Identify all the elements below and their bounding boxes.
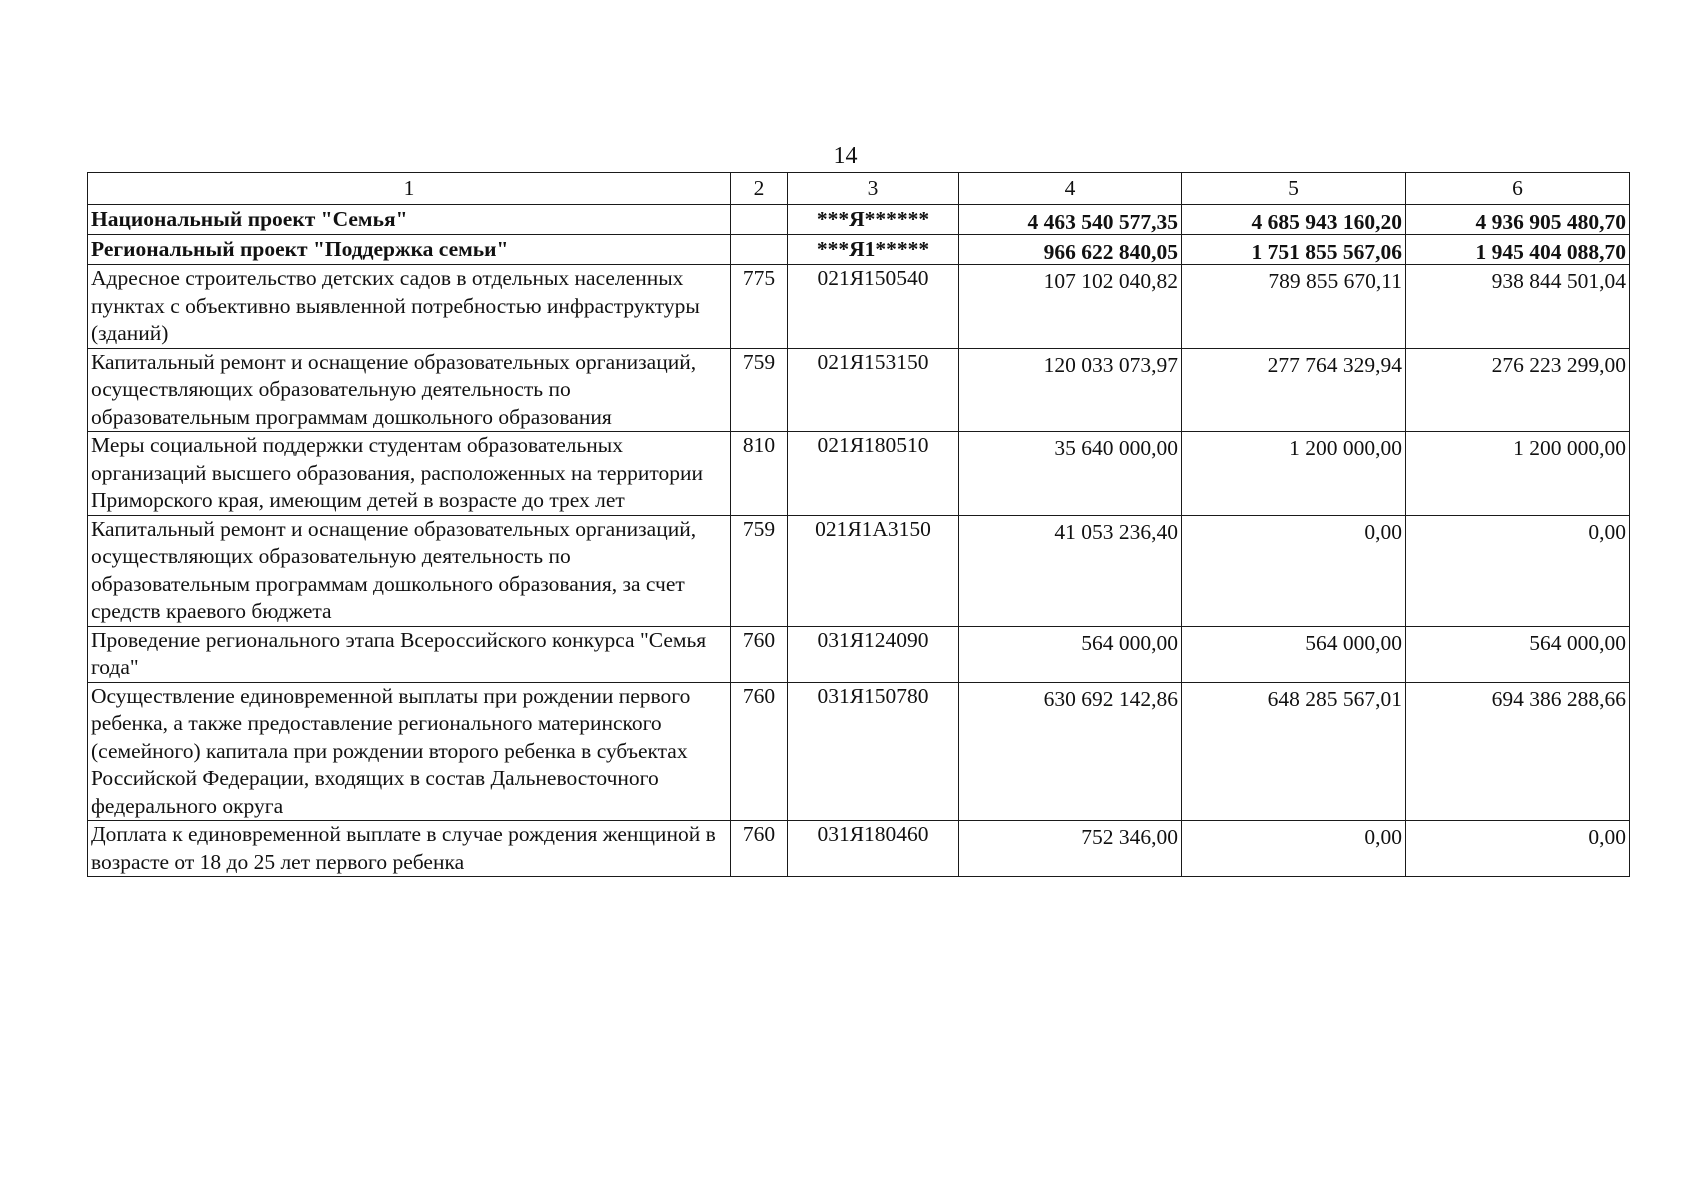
row-name: Проведение регионального этапа Всероссийского конкурса "Семья года" (88, 626, 731, 682)
row-amount-col5: 0,00 (1182, 821, 1406, 877)
table-row (88, 265, 1630, 349)
row-amount-col5: 0,00 (1182, 515, 1406, 626)
table-row (88, 682, 1630, 821)
row-amount-col6: 1 945 404 088,70 (1406, 235, 1630, 265)
row-amount-col4: 630 692 142,86 (959, 682, 1182, 821)
row-amount-col6: 1 200 000,00 (1406, 432, 1630, 516)
table-header-row (88, 173, 1630, 205)
row-target-code: 031Я124090 (788, 626, 959, 682)
row-department-code (731, 205, 788, 235)
row-name: Осуществление единовременной выплаты при рождении первого ребенка, а также предоставление регионального материнского (семейного) капитала при рождении второго ребенка в субъектах Российской Федерации, входящих в состав Дальневосточного федерального округа (88, 682, 731, 821)
table-row (88, 515, 1630, 626)
row-amount-col5: 1 751 855 567,06 (1182, 235, 1406, 265)
row-target-code: 031Я180460 (788, 821, 959, 877)
row-department-code (731, 235, 788, 265)
row-department-code: 760 (731, 626, 788, 682)
row-name: Доплата к единовременной выплате в случае рождения женщиной в возрасте от 18 до 25 лет первого ребенка (88, 821, 731, 877)
row-name: Капитальный ремонт и оснащение образовательных организаций, осуществляющих образовательную деятельность по образовательным программам дошкольного образования, за счет средств краевого бюджета (88, 515, 731, 626)
row-amount-col5: 1 200 000,00 (1182, 432, 1406, 516)
row-department-code: 759 (731, 515, 788, 626)
row-amount-col4: 41 053 236,40 (959, 515, 1182, 626)
row-amount-col5: 789 855 670,11 (1182, 265, 1406, 349)
column-number: 4 (959, 173, 1182, 205)
row-name: Национальный проект "Семья" (88, 205, 731, 235)
row-target-code: ***Я****** (788, 205, 959, 235)
row-department-code: 759 (731, 348, 788, 432)
row-target-code: 021Я153150 (788, 348, 959, 432)
column-number: 2 (731, 173, 788, 205)
row-department-code: 760 (731, 682, 788, 821)
row-target-code: 021Я1А3150 (788, 515, 959, 626)
table-row-national-project (88, 205, 1630, 235)
table-row (88, 821, 1630, 877)
row-amount-col6: 276 223 299,00 (1406, 348, 1630, 432)
table-row (88, 626, 1630, 682)
page-number: 14 (833, 143, 858, 169)
row-amount-col6: 4 936 905 480,70 (1406, 205, 1630, 235)
table-row-regional-project (88, 235, 1630, 265)
row-amount-col4: 35 640 000,00 (959, 432, 1182, 516)
row-department-code: 760 (731, 821, 788, 877)
row-amount-col6: 938 844 501,04 (1406, 265, 1630, 349)
row-amount-col4: 752 346,00 (959, 821, 1182, 877)
row-name: Капитальный ремонт и оснащение образовательных организаций, осуществляющих образовательную деятельность по образовательным программам дошкольного образования (88, 348, 731, 432)
row-amount-col4: 966 622 840,05 (959, 235, 1182, 265)
row-amount-col4: 107 102 040,82 (959, 265, 1182, 349)
budget-table (87, 172, 1630, 877)
row-amount-col6: 0,00 (1406, 515, 1630, 626)
column-number: 5 (1182, 173, 1406, 205)
row-amount-col6: 694 386 288,66 (1406, 682, 1630, 821)
row-amount-col5: 648 285 567,01 (1182, 682, 1406, 821)
table-row (88, 432, 1630, 516)
row-target-code: 021Я180510 (788, 432, 959, 516)
row-name: Адресное строительство детских садов в отдельных населенных пунктах с объективно выявленной потребностью инфраструктуры (зданий) (88, 265, 731, 349)
row-name: Меры социальной поддержки студентам образовательных организаций высшего образования, расположенных на территории Приморского края, имеющим детей в возрасте до трех лет (88, 432, 731, 516)
row-amount-col5: 564 000,00 (1182, 626, 1406, 682)
row-amount-col6: 0,00 (1406, 821, 1630, 877)
row-amount-col4: 120 033 073,97 (959, 348, 1182, 432)
row-target-code: 021Я150540 (788, 265, 959, 349)
row-amount-col4: 564 000,00 (959, 626, 1182, 682)
row-target-code: ***Я1***** (788, 235, 959, 265)
row-amount-col5: 4 685 943 160,20 (1182, 205, 1406, 235)
row-target-code: 031Я150780 (788, 682, 959, 821)
table-row (88, 348, 1630, 432)
row-department-code: 775 (731, 265, 788, 349)
row-amount-col6: 564 000,00 (1406, 626, 1630, 682)
column-number: 3 (788, 173, 959, 205)
row-amount-col4: 4 463 540 577,35 (959, 205, 1182, 235)
row-department-code: 810 (731, 432, 788, 516)
row-amount-col5: 277 764 329,94 (1182, 348, 1406, 432)
column-number: 6 (1406, 173, 1630, 205)
row-name: Региональный проект "Поддержка семьи" (88, 235, 731, 265)
column-number: 1 (88, 173, 731, 205)
